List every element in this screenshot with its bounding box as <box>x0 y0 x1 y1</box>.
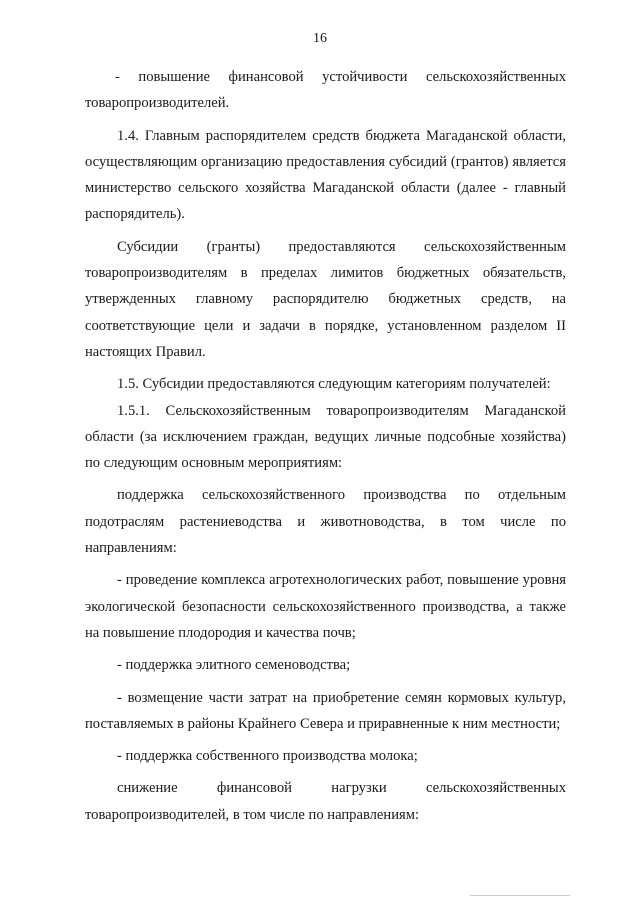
list-item-agrotechnology: - проведение комплекса агротехнологических работ, повышение уровня экологической безопасности сельскохозяйственного производства, а также на повышение плодородия и качества почв; <box>85 572 566 641</box>
paragraph-1-5: 1.5. Субсидии предоставляются следующим категориям получателей: <box>117 376 551 393</box>
paragraph-1-4: 1.4. Главным распорядителем средств бюджета Магаданской области, осуществляющим организацию предоставления субсидий (грантов) является министерство сельского хозяйства Магаданской области (далее - главный распорядитель). <box>85 127 566 223</box>
document-body <box>85 64 566 828</box>
paragraph-financial-stability: - повышение финансовой устойчивости сельскохозяйственных товаропроизводителей. <box>85 69 566 112</box>
paragraph-subsidies-grants: Субсидии (гранты) предоставляются сельскохозяйственным товаропроизводителям в пределах лимитов бюджетных обязательств, утвержденных главному распорядителю бюджетных средств, на соответствующие цели и задачи в порядке, установленном разделом II настоящих Правил. <box>85 238 566 360</box>
page-number: 16 <box>313 31 327 46</box>
footer-divider <box>470 895 570 896</box>
list-item-elite-seeds: - поддержка элитного семеноводства; <box>117 657 351 674</box>
list-item-fodder-seeds: - возмещение части затрат на приобретение семян кормовых культур, поставляемых в районы Крайнего Севера и приравненные к ним местности; <box>85 689 566 732</box>
paragraph-support-production: поддержка сельскохозяйственного производства по отдельным подотраслям растениеводства и животноводства, в том числе по направлениям: <box>85 487 566 557</box>
paragraph-financial-burden: снижение финансовой нагрузки сельскохозяйственных товаропроизводителей, в том числе по направлениям: <box>85 780 566 823</box>
list-item-milk-production: - поддержка собственного производства молока; <box>117 748 418 765</box>
paragraph-1-5-1: 1.5.1. Сельскохозяйственным товаропроизводителям Магаданской области (за исключением граждан, ведущих личные подсобные хозяйства) по следующим основным мероприятиям: <box>85 402 566 472</box>
